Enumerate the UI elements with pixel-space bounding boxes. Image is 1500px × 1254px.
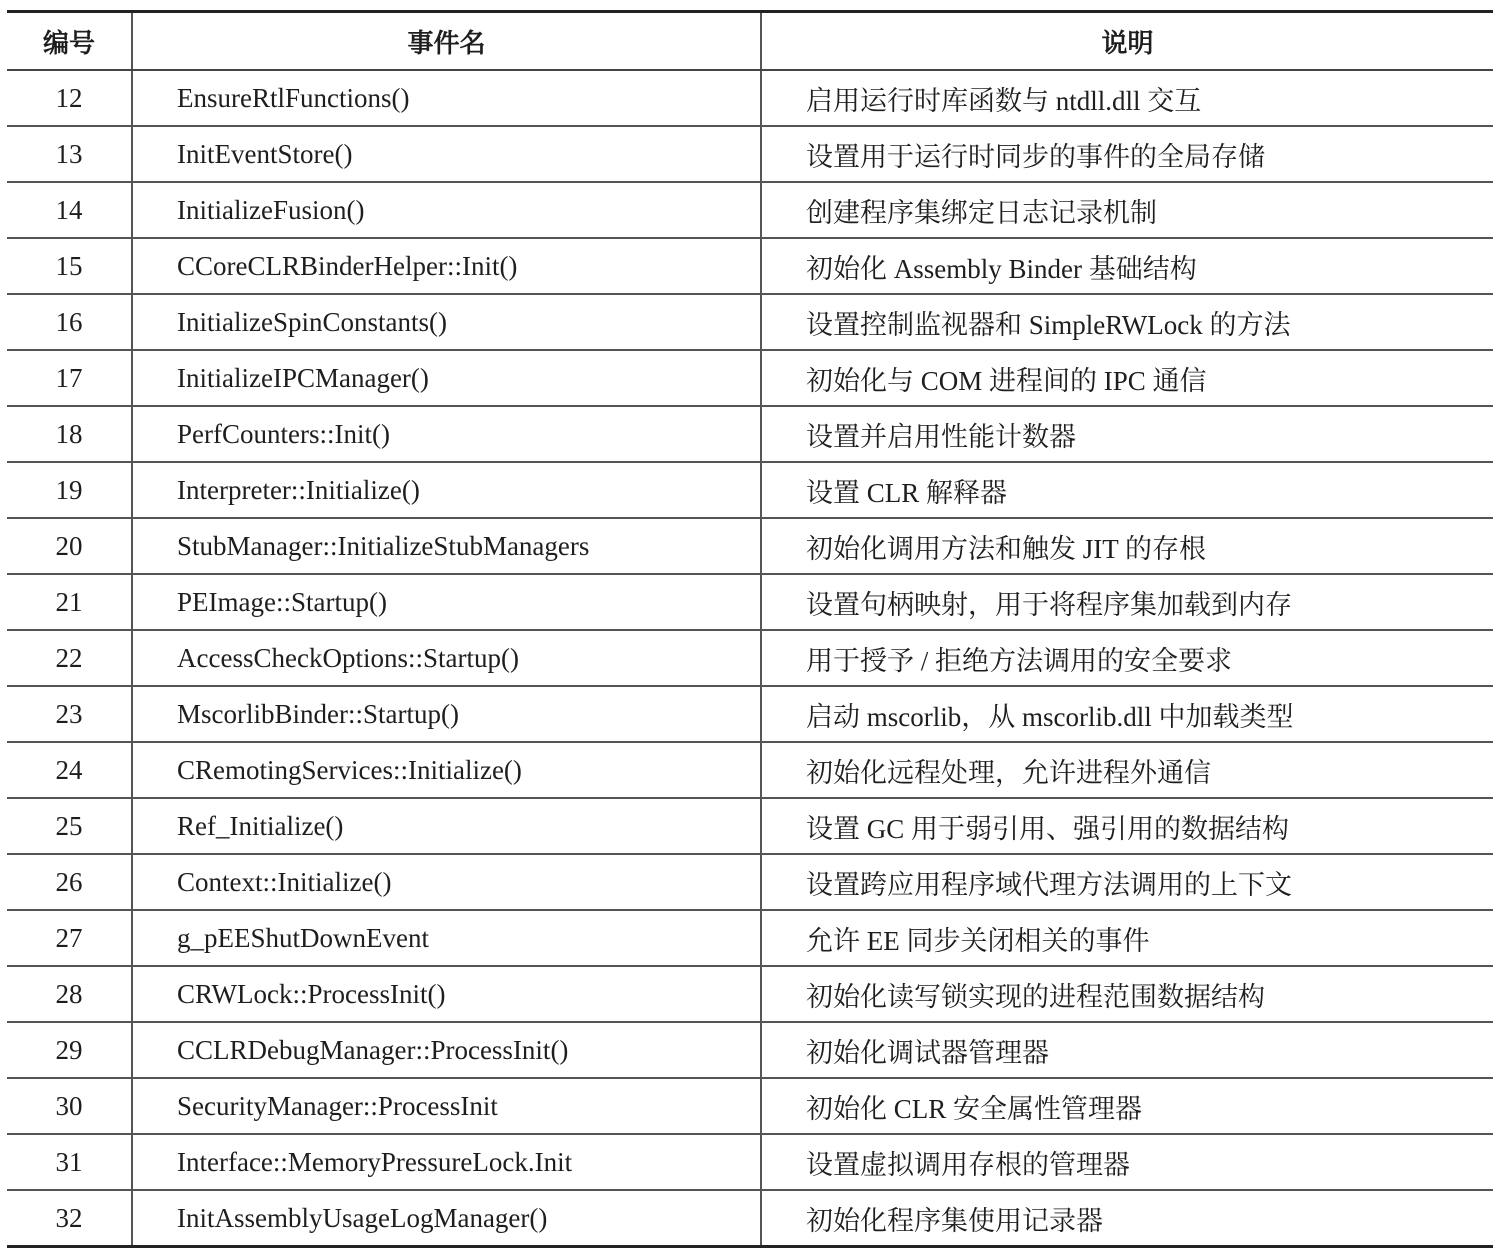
- event-number-cell: 31: [7, 1134, 132, 1190]
- event-number-cell: 20: [7, 518, 132, 574]
- event-name-cell: CCLRDebugManager::ProcessInit(): [132, 1022, 761, 1078]
- event-name-cell: PerfCounters::Init(): [132, 406, 761, 462]
- event-number-cell: 22: [7, 630, 132, 686]
- table-body: [7, 70, 1493, 1247]
- table-row: [7, 518, 1493, 574]
- event-name-cell: AccessCheckOptions::Startup(): [132, 630, 761, 686]
- table-row: [7, 406, 1493, 462]
- header-description: 说明: [761, 12, 1493, 71]
- event-number-cell: 30: [7, 1078, 132, 1134]
- event-description-cell: 设置句柄映射，用于将程序集加载到内存: [761, 574, 1493, 630]
- event-description-cell: 初始化调试器管理器: [761, 1022, 1493, 1078]
- event-number-cell: 25: [7, 798, 132, 854]
- event-number-cell: 29: [7, 1022, 132, 1078]
- event-number-cell: 18: [7, 406, 132, 462]
- event-description-cell: 设置 CLR 解释器: [761, 462, 1493, 518]
- table-row: [7, 126, 1493, 182]
- event-name-cell: StubManager::InitializeStubManagers: [132, 518, 761, 574]
- event-name-cell: SecurityManager::ProcessInit: [132, 1078, 761, 1134]
- event-number-cell: 23: [7, 686, 132, 742]
- event-number-cell: 32: [7, 1190, 132, 1247]
- event-name-cell: InitEventStore(): [132, 126, 761, 182]
- event-number-cell: 14: [7, 182, 132, 238]
- event-name-cell: Interpreter::Initialize(): [132, 462, 761, 518]
- table-row: [7, 798, 1493, 854]
- event-number-cell: 27: [7, 910, 132, 966]
- header-row: [7, 12, 1493, 71]
- table-row: [7, 966, 1493, 1022]
- event-description-cell: 初始化程序集使用记录器: [761, 1190, 1493, 1247]
- event-number-cell: 17: [7, 350, 132, 406]
- table-row: [7, 630, 1493, 686]
- event-number-cell: 26: [7, 854, 132, 910]
- table-row: [7, 1134, 1493, 1190]
- table-row: [7, 238, 1493, 294]
- event-name-cell: PEImage::Startup(): [132, 574, 761, 630]
- event-description-cell: 用于授予 / 拒绝方法调用的安全要求: [761, 630, 1493, 686]
- event-name-cell: EnsureRtlFunctions(): [132, 70, 761, 126]
- event-name-cell: MscorlibBinder::Startup(): [132, 686, 761, 742]
- event-description-cell: 设置 GC 用于弱引用、强引用的数据结构: [761, 798, 1493, 854]
- event-name-cell: InitializeFusion(): [132, 182, 761, 238]
- table-row: [7, 574, 1493, 630]
- table-header: [7, 12, 1493, 71]
- header-number: 编号: [7, 12, 132, 71]
- event-description-cell: 设置用于运行时同步的事件的全局存储: [761, 126, 1493, 182]
- table-row: [7, 1022, 1493, 1078]
- event-description-cell: 启用运行时库函数与 ntdll.dll 交互: [761, 70, 1493, 126]
- event-name-cell: CRemotingServices::Initialize(): [132, 742, 761, 798]
- event-name-cell: InitAssemblyUsageLogManager(): [132, 1190, 761, 1247]
- event-name-cell: Context::Initialize(): [132, 854, 761, 910]
- event-name-cell: InitializeSpinConstants(): [132, 294, 761, 350]
- table-row: [7, 742, 1493, 798]
- event-description-cell: 启动 mscorlib，从 mscorlib.dll 中加载类型: [761, 686, 1493, 742]
- table-row: [7, 70, 1493, 126]
- table-row: [7, 910, 1493, 966]
- event-number-cell: 19: [7, 462, 132, 518]
- event-name-cell: CRWLock::ProcessInit(): [132, 966, 761, 1022]
- table-row: [7, 1078, 1493, 1134]
- table-row: [7, 854, 1493, 910]
- table-row: [7, 1190, 1493, 1247]
- event-number-cell: 13: [7, 126, 132, 182]
- event-name-cell: Interface::MemoryPressureLock.Init: [132, 1134, 761, 1190]
- event-number-cell: 21: [7, 574, 132, 630]
- event-description-cell: 允许 EE 同步关闭相关的事件: [761, 910, 1493, 966]
- table-row: [7, 686, 1493, 742]
- table-row: [7, 462, 1493, 518]
- events-table: [7, 10, 1493, 1248]
- event-description-cell: 初始化 CLR 安全属性管理器: [761, 1078, 1493, 1134]
- event-name-cell: CCoreCLRBinderHelper::Init(): [132, 238, 761, 294]
- event-description-cell: 初始化与 COM 进程间的 IPC 通信: [761, 350, 1493, 406]
- event-number-cell: 28: [7, 966, 132, 1022]
- event-name-cell: InitializeIPCManager(): [132, 350, 761, 406]
- event-description-cell: 初始化远程处理，允许进程外通信: [761, 742, 1493, 798]
- event-description-cell: 初始化调用方法和触发 JIT 的存根: [761, 518, 1493, 574]
- header-event-name: 事件名: [132, 12, 761, 71]
- event-name-cell: Ref_Initialize(): [132, 798, 761, 854]
- event-number-cell: 15: [7, 238, 132, 294]
- table-row: [7, 350, 1493, 406]
- events-table-container: [7, 10, 1493, 1248]
- event-description-cell: 创建程序集绑定日志记录机制: [761, 182, 1493, 238]
- event-number-cell: 16: [7, 294, 132, 350]
- event-name-cell: g_pEEShutDownEvent: [132, 910, 761, 966]
- event-description-cell: 设置并启用性能计数器: [761, 406, 1493, 462]
- table-row: [7, 182, 1493, 238]
- event-description-cell: 初始化 Assembly Binder 基础结构: [761, 238, 1493, 294]
- event-number-cell: 24: [7, 742, 132, 798]
- event-description-cell: 设置跨应用程序域代理方法调用的上下文: [761, 854, 1493, 910]
- event-number-cell: 12: [7, 70, 132, 126]
- event-description-cell: 设置控制监视器和 SimpleRWLock 的方法: [761, 294, 1493, 350]
- event-description-cell: 初始化读写锁实现的进程范围数据结构: [761, 966, 1493, 1022]
- table-row: [7, 294, 1493, 350]
- event-description-cell: 设置虚拟调用存根的管理器: [761, 1134, 1493, 1190]
